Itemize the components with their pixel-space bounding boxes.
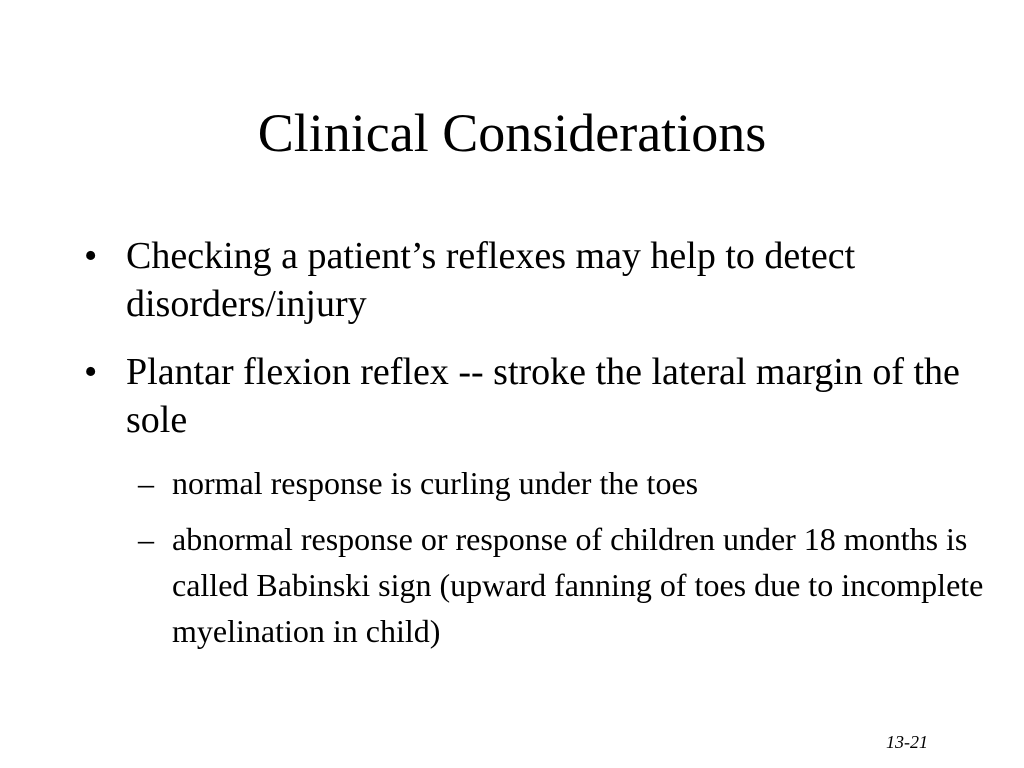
sub-bullet-item xyxy=(84,460,1014,506)
sub-bullet-marker: – xyxy=(138,521,154,557)
sub-bullet-text: abnormal response or response of children under 18 months is called Babinski sign (upward fanning of toes due to incomplete myelination in child) xyxy=(172,521,984,649)
slide-title: Clinical Considerations xyxy=(257,103,767,163)
page-number: 13-21 xyxy=(886,732,928,752)
bullet-list xyxy=(84,232,1014,664)
bullet-text: Checking a patient’s reflexes may help to detect disorders/injury xyxy=(126,235,856,325)
bullet-text: Plantar flexion reflex -- stroke the lateral margin of the sole xyxy=(126,351,960,441)
sub-bullet-marker: – xyxy=(138,465,154,501)
sub-bullet-text: normal response is curling under the toes xyxy=(172,465,699,501)
sub-bullet-item xyxy=(84,516,1014,654)
bullet-marker: • xyxy=(84,235,98,277)
bullet-item xyxy=(84,348,1014,444)
bullet-marker: • xyxy=(84,351,98,393)
bullet-item xyxy=(84,232,1014,328)
